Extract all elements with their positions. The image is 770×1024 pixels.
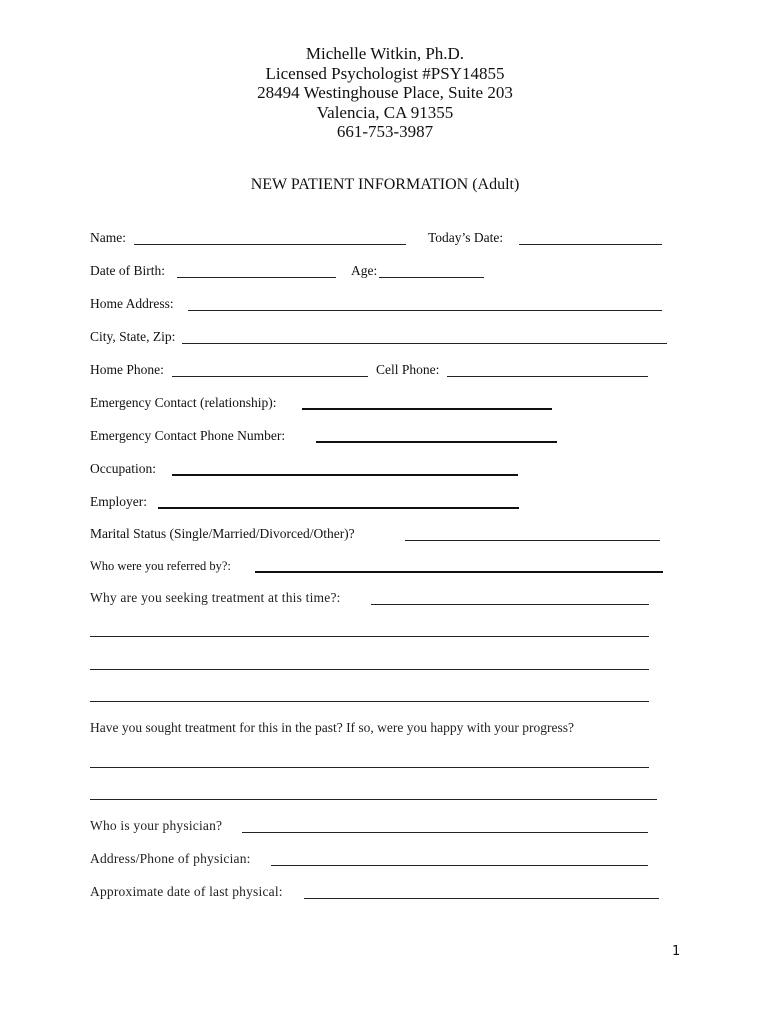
dob-field[interactable]	[177, 277, 336, 278]
office-phone: 661-753-3987	[336, 122, 434, 141]
office-street: 28494 Westinghouse Place, Suite 203	[257, 83, 513, 102]
employer-label: Employer:	[90, 494, 147, 509]
form-title: NEW PATIENT INFORMATION (Adult)	[250, 176, 520, 193]
city-state-zip-field[interactable]	[182, 343, 667, 344]
todays-date-field[interactable]	[519, 244, 662, 245]
marital-status-label: Marital Status (Single/Married/Divorced/Other)?	[90, 526, 355, 541]
referred-by-label: Who were you referred by?:	[90, 559, 231, 573]
occupation-field[interactable]	[172, 474, 518, 476]
employer-field[interactable]	[158, 507, 519, 509]
age-label: Age:	[351, 263, 378, 278]
emergency-contact-field[interactable]	[302, 408, 552, 410]
marital-status-field[interactable]	[405, 540, 660, 541]
physician-field[interactable]	[242, 832, 648, 833]
todays-date-label: Today’s Date:	[428, 230, 504, 245]
cell-phone-field[interactable]	[447, 376, 648, 377]
page-number: 1	[672, 944, 681, 959]
seeking-treatment-field[interactable]	[371, 604, 649, 605]
last-physical-label: Approximate date of last physical:	[90, 884, 283, 899]
name-label: Name:	[90, 230, 126, 245]
emergency-phone-label: Emergency Contact Phone Number:	[90, 428, 286, 443]
provider-license: Licensed Psychologist #PSY14855	[265, 63, 505, 83]
seeking-treatment-line-4[interactable]	[90, 701, 649, 702]
home-address-label: Home Address:	[90, 296, 174, 311]
seeking-treatment-line-3[interactable]	[90, 669, 649, 670]
past-treatment-line-2[interactable]	[90, 799, 657, 800]
office-city: Valencia, CA 91355	[316, 102, 454, 122]
city-state-zip-label: City, State, Zip:	[90, 329, 176, 344]
home-address-field[interactable]	[188, 310, 662, 311]
physician-address-field[interactable]	[271, 865, 648, 866]
home-phone-label: Home Phone:	[90, 362, 164, 377]
past-treatment-label: Have you sought treatment for this in the past? If so, were you happy with your progress?	[90, 720, 575, 735]
physician-address-label: Address/Phone of physician:	[90, 851, 251, 866]
past-treatment-line-1[interactable]	[90, 767, 649, 768]
seeking-treatment-label: Why are you seeking treatment at this time?:	[90, 590, 341, 605]
provider-name: Michelle Witkin, Ph.D.	[305, 44, 465, 63]
last-physical-field[interactable]	[304, 898, 659, 899]
emergency-contact-label: Emergency Contact (relationship):	[90, 395, 277, 410]
age-field[interactable]	[379, 277, 484, 278]
occupation-label: Occupation:	[90, 461, 156, 476]
home-phone-field[interactable]	[172, 376, 368, 377]
cell-phone-label: Cell Phone:	[376, 362, 440, 377]
physician-label: Who is your physician?	[90, 818, 223, 833]
emergency-phone-field[interactable]	[316, 441, 557, 443]
name-field[interactable]	[134, 244, 406, 245]
letterhead	[0, 44, 770, 142]
dob-label: Date of Birth:	[90, 263, 165, 278]
referred-by-field[interactable]	[255, 571, 663, 573]
seeking-treatment-line-2[interactable]	[90, 636, 649, 637]
